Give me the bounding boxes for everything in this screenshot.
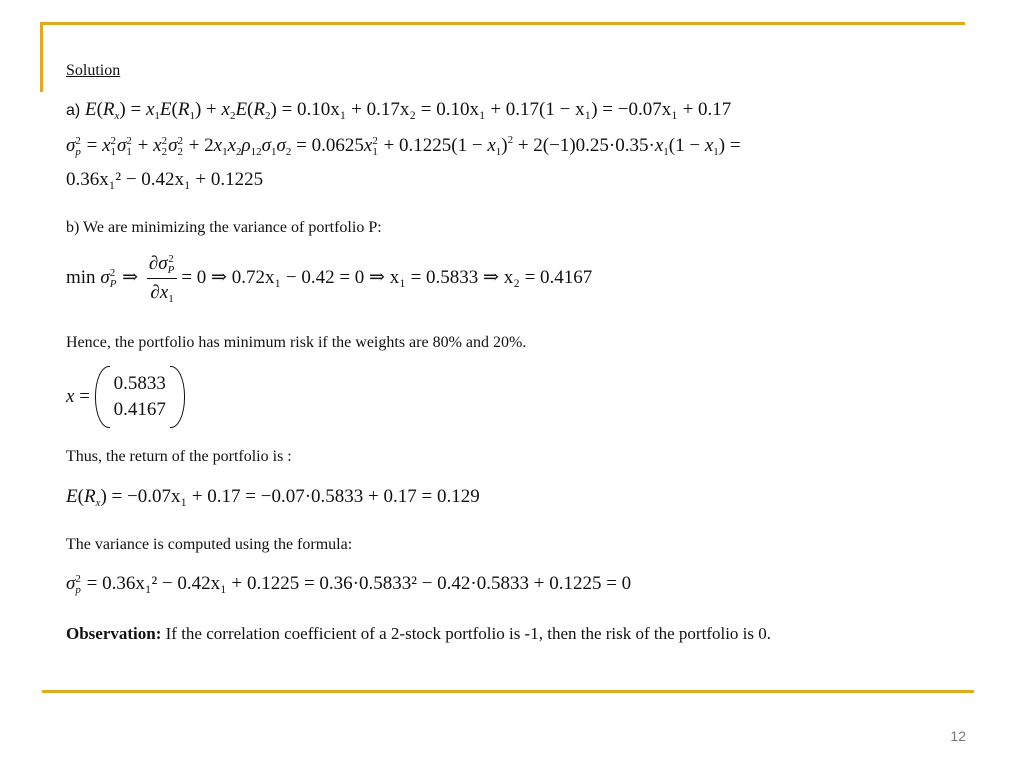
return-equation: $E(R_x) = -0.07x_1 + 0.17 = -0.07\cdot 0.5833 + 0.17 = 0.129$ (66, 486, 480, 509)
top-rule (40, 22, 965, 25)
expected-return-equation: a) $E(R_x) = x_1E(R_1) + x_2E(R_2) = 0.10x_1 + 0.17x_2 = 0.10x_1 + 0.17(1 - x_1) = -0.07x_1 + 0.17$ (66, 99, 732, 122)
part-a-label: a) (66, 102, 81, 119)
part-b-intro: b) We are minimizing the variance of portfolio P: (66, 219, 382, 236)
variance-computed-body: = 0.36x₁² − 0.42x₁ + 0.1225 = 0.36·0.5833² − 0.42·0.5833 + 0.1225 = 0 (86, 573, 632, 594)
bottom-rule (42, 690, 974, 693)
minimization-equation: min σ 2 P ⇒ ∂σ 2 P $\partial x_1$ = 0 ⇒ 0.72x₁ − 0.42 = 0 ⇒ x₁ = 0.5833 ⇒ x₂ = 0.4167 (66, 252, 593, 305)
variance-computed-equation: σ 2 p = 0.36x₁² − 0.42x₁ + 0.1225 = 0.36·0.5833² − 0.42·0.5833 + 0.1225 = 0 (66, 572, 632, 596)
variance-intro: The variance is computed using the formula: (66, 536, 353, 553)
observation-label: Observation: (66, 624, 162, 643)
variance-simplified-equation: 0.36x₁² − 0.42x₁ + 0.1225 (66, 169, 264, 190)
hence-statement: Hence, the portfolio has minimum risk if the weights are 80% and 20%. (66, 334, 527, 351)
minimization-chain: = 0 ⇒ 0.72x₁ − 0.42 = 0 ⇒ x₁ = 0.5833 ⇒ x₂ = 0.4167 (181, 266, 593, 288)
page-number: 12 (950, 728, 966, 744)
derivative-fraction: ∂σ 2 P $\partial x_1$ (147, 252, 178, 305)
solution-heading: Solution (66, 62, 121, 79)
expected-return-expansion: = 0.10x₁ + 0.17x₂ = 0.10x₁ + 0.17(1 − x₁) = −0.07x₁ + 0.17 (276, 99, 732, 120)
weights-vector: x = 0.5833 0.4167 (66, 366, 185, 428)
min-label: min (66, 266, 96, 288)
return-equation-body: = −0.07x₁ + 0.17 = −0.07·0.5833 + 0.17 = 0.129 (111, 486, 480, 507)
weight-2: 0.4167 (113, 399, 166, 420)
left-rule (40, 22, 43, 92)
weight-1: 0.5833 (113, 373, 166, 394)
observation-text: If the correlation coefficient of a 2-stock portfolio is -1, then the risk of the portfolio is 0. (161, 624, 772, 643)
return-intro: Thus, the return of the portfolio is : (66, 448, 292, 465)
variance-expansion-equation: σ 2 p = x 2 1 σ 2 1 + x 2 2 σ 2 2 + $2x_1x_2\rho_{12}\sigma_1\sigma_2 = 0.0625x$ 2 1 + $0.1225(1 - x_1)^2 + 2(-1)0.25\cdot 0.35\cdot x_1(1 - x_1)$ = (66, 134, 741, 158)
observation-note (66, 622, 826, 646)
